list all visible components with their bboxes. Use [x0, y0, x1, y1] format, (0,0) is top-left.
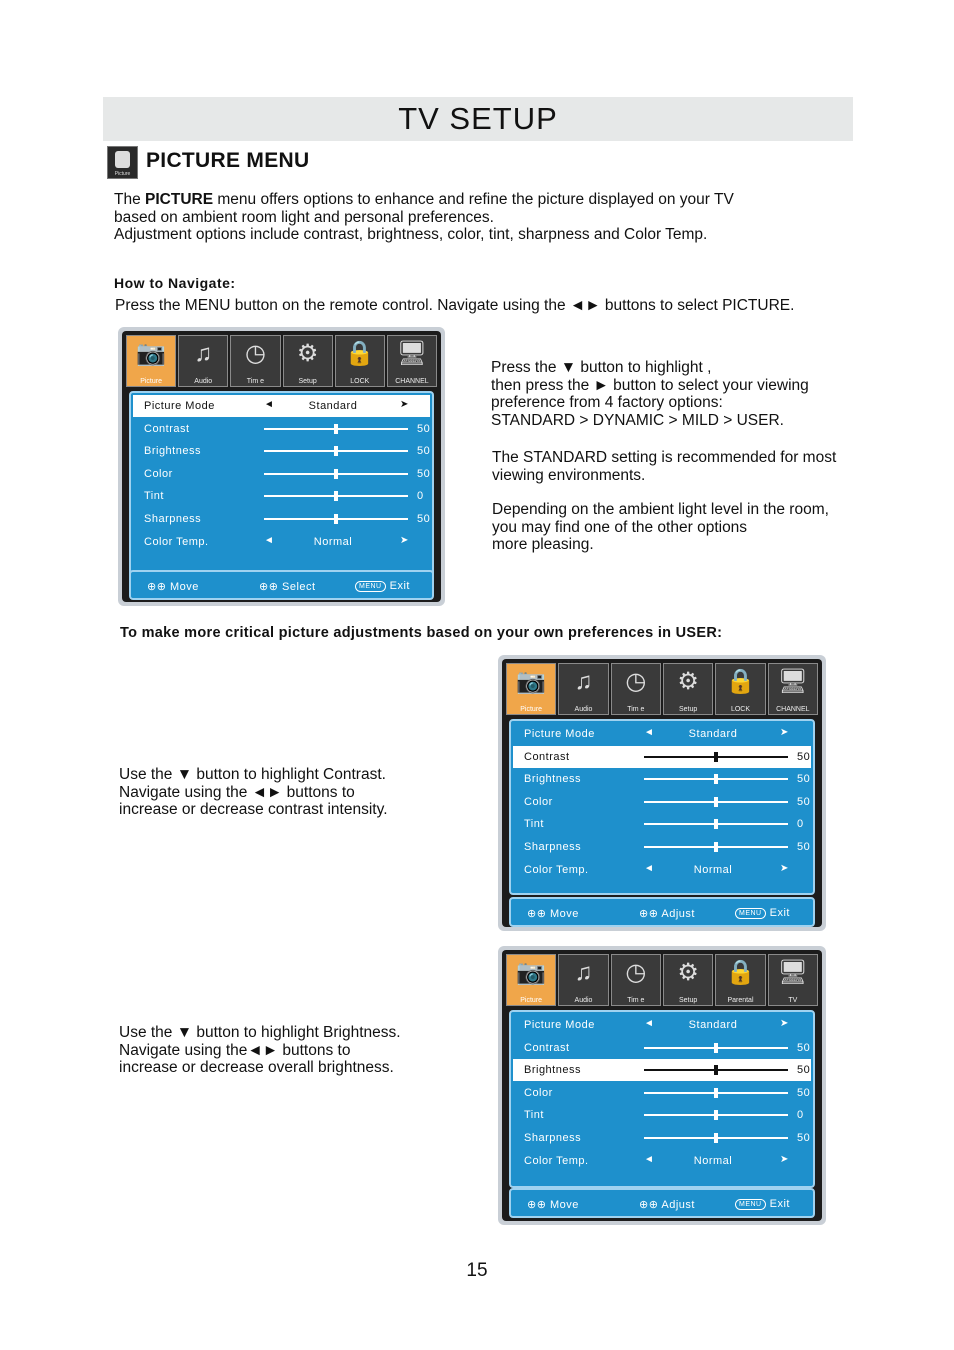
- intro-line1-pre: The: [114, 191, 146, 208]
- selector-value: Standard: [688, 728, 738, 740]
- left-arrow-icon[interactable]: ◄: [644, 727, 655, 738]
- setting-value: 0: [797, 1109, 804, 1122]
- exit-label: Exit: [769, 907, 790, 919]
- setting-label: Brightness: [524, 1064, 581, 1077]
- instr-line: Use the ▼ button to highlight Contrast.: [119, 766, 386, 783]
- tab-label: Setup: [298, 378, 317, 385]
- menu-key-icon: MENU: [735, 1199, 766, 1210]
- menu-key-icon: MENU: [355, 581, 386, 592]
- instr-line: Navigate using the◄► buttons to: [119, 1041, 351, 1059]
- left-right-icon: ⊕⊕: [639, 1199, 659, 1211]
- osd-brightness-screen: [498, 946, 826, 1225]
- selector-value: Normal: [313, 535, 353, 548]
- move-hint: [527, 1198, 579, 1211]
- left-arrow-icon[interactable]: ◄: [644, 1153, 655, 1165]
- move-label: Move: [550, 1199, 579, 1211]
- selector-value: Normal: [693, 1154, 733, 1167]
- move-label: Move: [170, 581, 199, 593]
- action-hint: [639, 1198, 695, 1211]
- tab-setup[interactable]: [663, 954, 713, 1006]
- picture-settings-panel: [509, 1010, 815, 1188]
- camera-icon: 📷: [516, 959, 547, 986]
- tab-audio[interactable]: [558, 663, 608, 715]
- slider-knob[interactable]: [334, 491, 338, 501]
- setting-label: Contrast: [524, 1041, 570, 1054]
- action-hint: [259, 580, 316, 593]
- move-label: Move: [550, 908, 579, 920]
- slider-knob[interactable]: [714, 1043, 718, 1053]
- tab-lock[interactable]: [715, 663, 765, 715]
- value-slider[interactable]: [644, 1092, 788, 1094]
- instr-line: then press the ► button to select your viewing: [491, 376, 809, 394]
- slider-knob[interactable]: [714, 1065, 718, 1075]
- setting-label: Color: [144, 467, 173, 480]
- standard-recommendation: [492, 449, 836, 484]
- left-arrow-icon[interactable]: ◄: [644, 1018, 655, 1029]
- setting-row-brightness[interactable]: [133, 440, 430, 462]
- tab-label: TV: [788, 997, 798, 1004]
- exit-hint: [355, 580, 410, 592]
- slider-knob[interactable]: [714, 752, 718, 762]
- setting-label: Contrast: [524, 750, 570, 763]
- up-down-icon: ⊕⊕: [147, 581, 167, 593]
- setting-label: Contrast: [144, 422, 190, 435]
- setting-label: Color: [524, 1086, 553, 1099]
- color-temp-row[interactable]: [513, 1150, 811, 1172]
- value-slider[interactable]: [644, 801, 788, 803]
- setting-value: 0: [797, 818, 804, 831]
- setting-value: 50: [417, 445, 431, 458]
- setting-row-sharpness[interactable]: [133, 508, 430, 530]
- ambient-light-note: [492, 501, 829, 554]
- setting-value: 50: [417, 467, 431, 480]
- setting-row-color[interactable]: [513, 1082, 811, 1104]
- instr-line: Use the ▼ button to highlight Brightness.: [119, 1024, 401, 1041]
- satellite-dish-icon: ♫: [194, 340, 213, 367]
- intro-paragraph: [114, 191, 734, 244]
- tab-time[interactable]: [611, 663, 661, 715]
- instr-line: Navigate using the ◄► buttons to: [119, 783, 355, 801]
- move-hint: [527, 907, 579, 920]
- camera-icon: 📷: [136, 340, 167, 367]
- up-down-icon: ⊕⊕: [527, 908, 547, 920]
- tab-lock[interactable]: [335, 335, 385, 387]
- osd-footer: [509, 897, 815, 927]
- navigate-heading: How to Navigate:: [114, 275, 236, 291]
- right-arrow-icon[interactable]: ➤: [780, 727, 789, 738]
- tab-label: Picture: [140, 378, 162, 385]
- setting-value: 50: [797, 795, 811, 808]
- setting-value: 50: [797, 1132, 811, 1144]
- picture-menu-icon: [107, 146, 138, 179]
- value-slider[interactable]: [644, 756, 788, 758]
- slider-knob[interactable]: [714, 1088, 718, 1098]
- setting-label: Tint: [524, 1109, 544, 1122]
- value-slider[interactable]: [644, 823, 788, 825]
- osd-frame: [502, 659, 822, 927]
- action-hint: [639, 907, 695, 920]
- lock-icon: 🔒: [725, 668, 756, 695]
- setting-label: Picture Mode: [524, 728, 595, 740]
- tab-label: CHANNEL: [776, 706, 810, 713]
- lock-icon: 🔒: [344, 340, 375, 367]
- title-bar: [103, 97, 853, 141]
- setting-row-brightness[interactable]: [513, 768, 811, 790]
- instr-line: you may find one of the other options: [492, 518, 748, 536]
- page-number: 15: [466, 1260, 488, 1281]
- setting-row-color[interactable]: [133, 463, 430, 485]
- intro-line1-bold: PICTURE: [145, 191, 214, 208]
- slider-knob[interactable]: [714, 842, 718, 852]
- instr-line: increase or decrease overall brightness.: [119, 1059, 394, 1076]
- setting-label: Color Temp.: [524, 863, 589, 876]
- instr-line: Press the ▼ button to highlight ,: [491, 359, 712, 376]
- right-arrow-icon[interactable]: ➤: [780, 1153, 789, 1165]
- setting-label: Picture Mode: [144, 400, 215, 412]
- contrast-instructions: [119, 766, 388, 819]
- right-arrow-icon[interactable]: ➤: [780, 1018, 789, 1029]
- osd-frame: [122, 331, 441, 602]
- tab-label: Audio: [194, 378, 213, 385]
- tab-setup[interactable]: [663, 663, 713, 715]
- instr-line: STANDARD > DYNAMIC > MILD > USER.: [491, 411, 784, 429]
- action-label: Adjust: [661, 908, 695, 920]
- slider-knob[interactable]: [714, 1110, 718, 1120]
- clock-icon: ◷: [625, 668, 647, 695]
- tab-time[interactable]: [611, 954, 661, 1006]
- picture-mode-row[interactable]: [513, 723, 811, 745]
- satellite-dish-icon: ♫: [574, 959, 593, 986]
- osd-footer: [129, 570, 434, 600]
- picture-settings-panel: [509, 719, 815, 895]
- tab-label: Setup: [679, 997, 698, 1004]
- left-right-icon: ⊕⊕: [259, 581, 279, 593]
- action-label: Select: [282, 581, 316, 593]
- page-title: TV SETUP: [398, 101, 558, 136]
- tab-setup[interactable]: [283, 335, 333, 387]
- value-slider[interactable]: [644, 1047, 788, 1049]
- tab-channel[interactable]: [387, 335, 437, 387]
- setting-value: 50: [797, 773, 811, 786]
- lock-icon: 🔒: [725, 959, 756, 986]
- setting-value: 50: [797, 1041, 811, 1054]
- clock-icon: ◷: [625, 959, 647, 986]
- exit-label: Exit: [769, 1198, 790, 1210]
- critical-heading: To make more critical picture adjustments based on your own preferences in USER:: [120, 625, 723, 641]
- intro-line2: based on ambient room light and personal preferences.: [114, 208, 494, 226]
- setting-row-tint[interactable]: [513, 1104, 811, 1126]
- slider-knob[interactable]: [714, 774, 718, 784]
- picture-mode-row[interactable]: [133, 395, 430, 417]
- osd-contrast-screen: [498, 655, 826, 931]
- setting-label: Color Temp.: [524, 1154, 589, 1167]
- tab-label: LOCK: [350, 378, 370, 385]
- tab-picture[interactable]: [506, 954, 556, 1006]
- value-slider[interactable]: [644, 846, 788, 848]
- picture-mode-row[interactable]: [513, 1014, 811, 1036]
- slider-knob[interactable]: [714, 819, 718, 829]
- gear-wrench-icon: ⚙: [296, 340, 319, 367]
- tab-label: Picture: [520, 997, 543, 1004]
- monitor-icon: 🖥: [777, 668, 809, 695]
- value-slider[interactable]: [264, 518, 408, 520]
- setting-row-tint[interactable]: [513, 813, 811, 835]
- value-slider[interactable]: [644, 778, 788, 780]
- up-down-icon: ⊕⊕: [527, 1199, 547, 1211]
- slider-knob[interactable]: [334, 469, 338, 479]
- satellite-dish-icon: ♫: [574, 668, 593, 695]
- section-title: PICTURE MENU: [146, 149, 310, 172]
- tab-label: Setup: [679, 706, 698, 713]
- move-hint: [147, 580, 199, 593]
- left-right-icon: ⊕⊕: [639, 908, 659, 920]
- tab-label: Audio: [574, 997, 593, 1004]
- instr-line: more pleasing.: [492, 536, 594, 553]
- navigate-text: Press the MENU button on the remote control. Navigate using the ◄► buttons to select PICTURE.: [115, 297, 795, 314]
- setting-label: Sharpness: [144, 513, 202, 525]
- setting-value: 50: [797, 841, 811, 853]
- tab-parental[interactable]: [715, 954, 765, 1006]
- instr-line: Depending on the ambient light level in the room,: [492, 501, 829, 518]
- right-arrow-icon[interactable]: ➤: [780, 862, 789, 874]
- tab-label: Parental: [727, 997, 754, 1004]
- setting-value: 50: [417, 422, 431, 435]
- value-slider[interactable]: [644, 1137, 788, 1139]
- setting-value: 50: [797, 750, 811, 763]
- left-arrow-icon[interactable]: ◄: [264, 399, 275, 410]
- setting-label: Picture Mode: [524, 1019, 595, 1031]
- selector-value: Normal: [693, 863, 733, 876]
- tab-time[interactable]: [230, 335, 280, 387]
- instr-line: increase or decrease contrast intensity.: [119, 801, 388, 818]
- intro-line3: Adjustment options include contrast, brightness, color, tint, sharpness and Color Temp.: [114, 226, 708, 243]
- instr-line: The STANDARD setting is recommended for most: [492, 449, 837, 466]
- setting-value: 50: [797, 1086, 811, 1099]
- exit-label: Exit: [389, 580, 410, 592]
- tab-picture[interactable]: [506, 663, 556, 715]
- slider-knob[interactable]: [334, 514, 338, 524]
- tab-channel[interactable]: [768, 663, 818, 715]
- gear-wrench-icon: ⚙: [677, 959, 699, 986]
- brightness-instructions: [119, 1024, 401, 1077]
- gear-wrench-icon: ⚙: [677, 668, 699, 695]
- setting-row-tint[interactable]: [133, 485, 430, 507]
- slider-knob[interactable]: [334, 446, 338, 456]
- menu-tab-bar: [506, 954, 818, 1006]
- setting-row-contrast[interactable]: [133, 418, 430, 440]
- value-slider[interactable]: [264, 428, 408, 430]
- menu-tab-bar: [126, 335, 437, 387]
- intro-line1-post: menu offers options to enhance and refine the picture displayed on your TV: [213, 191, 734, 208]
- picture-mode-instructions: [491, 359, 809, 429]
- setting-row-contrast[interactable]: [513, 746, 811, 768]
- setting-label: Tint: [144, 490, 164, 503]
- value-slider[interactable]: [264, 473, 408, 475]
- setting-value: 0: [417, 490, 424, 503]
- left-arrow-icon[interactable]: ◄: [264, 534, 275, 546]
- setting-label: Color Temp.: [144, 535, 209, 548]
- tab-picture[interactable]: [126, 335, 176, 387]
- left-arrow-icon[interactable]: ◄: [644, 862, 655, 874]
- osd-footer: [509, 1188, 815, 1218]
- setting-label: Sharpness: [524, 841, 582, 853]
- setting-value: 50: [797, 1064, 811, 1077]
- setting-row-color[interactable]: [513, 791, 811, 813]
- picture-menu-icon-label: Picture: [114, 171, 131, 177]
- setting-label: Color: [524, 795, 553, 808]
- exit-hint: [735, 1198, 790, 1210]
- tab-label: Tim e: [627, 706, 645, 713]
- clock-icon: ◷: [244, 340, 266, 367]
- setting-row-contrast[interactable]: [513, 1037, 811, 1059]
- tab-audio[interactable]: [558, 954, 608, 1006]
- value-slider[interactable]: [264, 450, 408, 452]
- menu-key-icon: MENU: [735, 908, 766, 919]
- exit-hint: [735, 907, 790, 919]
- color-temp-row[interactable]: [513, 859, 811, 881]
- value-slider[interactable]: [644, 1114, 788, 1116]
- tab-label: Tim e: [246, 378, 265, 385]
- setting-label: Sharpness: [524, 1132, 582, 1144]
- setting-label: Brightness: [144, 445, 201, 458]
- setting-label: Brightness: [524, 773, 581, 786]
- right-arrow-icon[interactable]: ➤: [400, 534, 409, 546]
- osd-frame: [502, 950, 822, 1221]
- tab-tv[interactable]: [768, 954, 818, 1006]
- tab-label: CHANNEL: [395, 378, 429, 385]
- tab-audio[interactable]: [178, 335, 228, 387]
- tab-label: Picture: [520, 706, 543, 713]
- value-slider[interactable]: [264, 495, 408, 497]
- menu-tab-bar: [506, 663, 818, 715]
- instr-line: viewing environments.: [492, 466, 646, 484]
- camera-icon: 📷: [516, 668, 547, 695]
- setting-row-sharpness[interactable]: [513, 836, 811, 858]
- monitor-icon: 🖥: [777, 959, 809, 986]
- setting-value: 50: [417, 513, 431, 525]
- action-label: Adjust: [661, 1199, 695, 1211]
- setting-row-brightness[interactable]: [513, 1059, 811, 1081]
- tab-label: LOCK: [730, 706, 750, 713]
- instr-line: preference from 4 factory options:: [491, 394, 723, 411]
- color-temp-row[interactable]: [133, 531, 430, 553]
- tab-label: Audio: [574, 706, 593, 713]
- slider-knob[interactable]: [714, 797, 718, 807]
- slider-knob[interactable]: [334, 424, 338, 434]
- monitor-icon: 🖥: [396, 340, 428, 367]
- value-slider[interactable]: [644, 1069, 788, 1071]
- selector-value: Standard: [688, 1019, 738, 1031]
- tab-label: Tim e: [627, 997, 645, 1004]
- setting-label: Tint: [524, 818, 544, 831]
- right-arrow-icon[interactable]: ➤: [400, 399, 409, 410]
- setting-row-sharpness[interactable]: [513, 1127, 811, 1149]
- selector-value: Standard: [308, 400, 358, 412]
- osd-picture-mode-screen: [118, 327, 445, 606]
- slider-knob[interactable]: [714, 1133, 718, 1143]
- picture-settings-panel: [129, 391, 434, 593]
